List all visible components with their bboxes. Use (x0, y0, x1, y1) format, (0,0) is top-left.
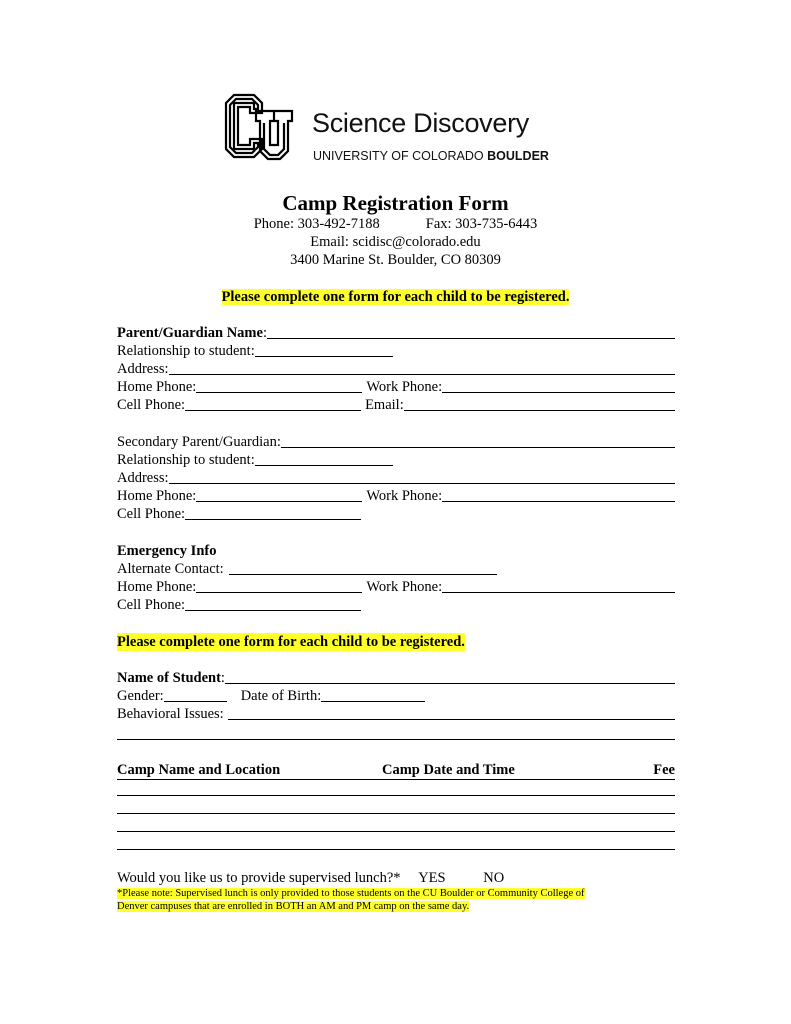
parent-relationship-field[interactable] (255, 356, 393, 357)
camp-table-header (117, 761, 675, 780)
emergency-alternate-row (117, 560, 675, 578)
emergency-cell-row (117, 596, 675, 614)
student-name-field[interactable] (225, 683, 675, 684)
emergency-work-phone-label: Work Phone: (366, 579, 443, 595)
emergency-home-phone-field[interactable] (196, 592, 362, 593)
lunch-yes-option[interactable]: YES (418, 870, 446, 886)
student-dob-field[interactable] (321, 701, 425, 702)
notice-mid: Please complete one form for each child to be registered. (117, 634, 465, 650)
contact-phone: Phone: 303-492-7188 (253, 216, 380, 232)
secondary-work-phone-field[interactable] (442, 501, 675, 502)
parent-name-row: Parent/Guardian Name : (117, 324, 675, 342)
emergency-alternate-field[interactable] (229, 574, 497, 575)
student-behavior-row (117, 705, 675, 723)
emergency-cell-phone-field[interactable] (185, 610, 361, 611)
contact-address: 3400 Marine St. Boulder, CO 80309 (290, 252, 501, 268)
student-gender-label: Gender: (117, 688, 164, 704)
form-title: Camp Registration Form (282, 191, 509, 215)
parent-address-field[interactable] (169, 374, 675, 375)
student-dob-label: Date of Birth: (240, 688, 322, 704)
camp-row-1[interactable] (117, 795, 675, 796)
secondary-cell-phone-field[interactable] (185, 519, 361, 520)
camp-col-name: Camp Name and Location (117, 762, 281, 778)
secondary-work-phone-label: Work Phone: (366, 488, 443, 504)
emergency-cell-phone-label: Cell Phone: (117, 597, 186, 613)
parent-cell-email-row (117, 396, 675, 414)
lunch-note (117, 887, 677, 913)
parent-home-phone-label: Home Phone: (117, 379, 197, 395)
contact-email: Email: scidisc@colorado.edu (310, 234, 481, 250)
camp-row-3[interactable] (117, 831, 675, 832)
parent-cell-phone-field[interactable] (185, 410, 361, 411)
secondary-relationship-row (117, 451, 675, 469)
parent-relationship-row (117, 342, 675, 360)
parent-address-row (117, 360, 675, 378)
secondary-cell-phone-label: Cell Phone: (117, 506, 186, 522)
camp-col-date: Camp Date and Time (382, 762, 515, 778)
student-gender-field[interactable] (164, 701, 227, 702)
secondary-address-field[interactable] (169, 483, 675, 484)
parent-name-field[interactable] (267, 338, 675, 339)
camp-row-4[interactable] (117, 849, 675, 850)
cu-logo-icon (224, 93, 294, 161)
secondary-name-row (117, 433, 675, 451)
secondary-phones-row (117, 487, 675, 505)
secondary-home-phone-label: Home Phone: (117, 488, 197, 504)
secondary-relationship-label: Relationship to student: (117, 452, 255, 468)
secondary-address-row (117, 469, 675, 487)
parent-work-phone-label: Work Phone: (366, 379, 443, 395)
parent-address-label: Address: (117, 361, 169, 377)
emergency-phones-row (117, 578, 675, 596)
parent-name-label: Parent/Guardian Name (117, 325, 263, 341)
secondary-relationship-field[interactable] (255, 465, 393, 466)
student-name-row: Name of Student : (117, 669, 675, 687)
lunch-no-option[interactable]: NO (483, 870, 505, 886)
contact-phone-fax (0, 215, 791, 233)
parent-cell-phone-label: Cell Phone: (117, 397, 186, 413)
lunch-row (117, 869, 504, 887)
emergency-alternate-label: Alternate Contact: (117, 561, 224, 577)
parent-phones-row (117, 378, 675, 396)
camp-col-fee: Fee (653, 762, 675, 778)
lunch-note-line1: *Please note: Supervised lunch is only provided to those students on the CU Boulder or Community College of (117, 888, 585, 899)
parent-email-label: Email: (365, 397, 404, 413)
student-gender-dob-row (117, 687, 675, 705)
student-name-label: Name of Student (117, 670, 221, 686)
secondary-home-phone-field[interactable] (196, 501, 362, 502)
secondary-cell-row (117, 505, 675, 523)
secondary-address-label: Address: (117, 470, 169, 486)
brand-subtitle (313, 148, 549, 164)
secondary-name-field[interactable] (281, 447, 675, 448)
parent-email-field[interactable] (404, 410, 675, 411)
emergency-heading-row (117, 542, 675, 560)
parent-relationship-label: Relationship to student: (117, 343, 255, 359)
brand-campus: BOULDER (487, 149, 549, 163)
contact-fax: Fax: 303-735-6443 (425, 216, 538, 232)
camp-row-2[interactable] (117, 813, 675, 814)
notice-top: Please complete one form for each child to be registered. (221, 289, 570, 305)
emergency-work-phone-field[interactable] (442, 592, 675, 593)
parent-home-phone-field[interactable] (196, 392, 362, 393)
emergency-heading: Emergency Info (117, 543, 217, 559)
brand-university: UNIVERSITY OF COLORADO (313, 149, 484, 163)
emergency-home-phone-label: Home Phone: (117, 579, 197, 595)
notice-mid-row (117, 633, 675, 651)
lunch-question: Would you like us to provide supervised lunch?* (117, 870, 401, 886)
student-behavior-label: Behavioral Issues: (117, 706, 224, 722)
brand-name: Science Discovery (312, 108, 529, 138)
student-behavior-field[interactable] (228, 719, 675, 720)
secondary-name-label: Secondary Parent/Guardian: (117, 434, 281, 450)
parent-work-phone-field[interactable] (442, 392, 675, 393)
lunch-note-line2: Denver campuses that are enrolled in BOTH an AM and PM camp on the same day. (117, 901, 470, 912)
student-behavior-field-line2[interactable] (117, 739, 675, 740)
